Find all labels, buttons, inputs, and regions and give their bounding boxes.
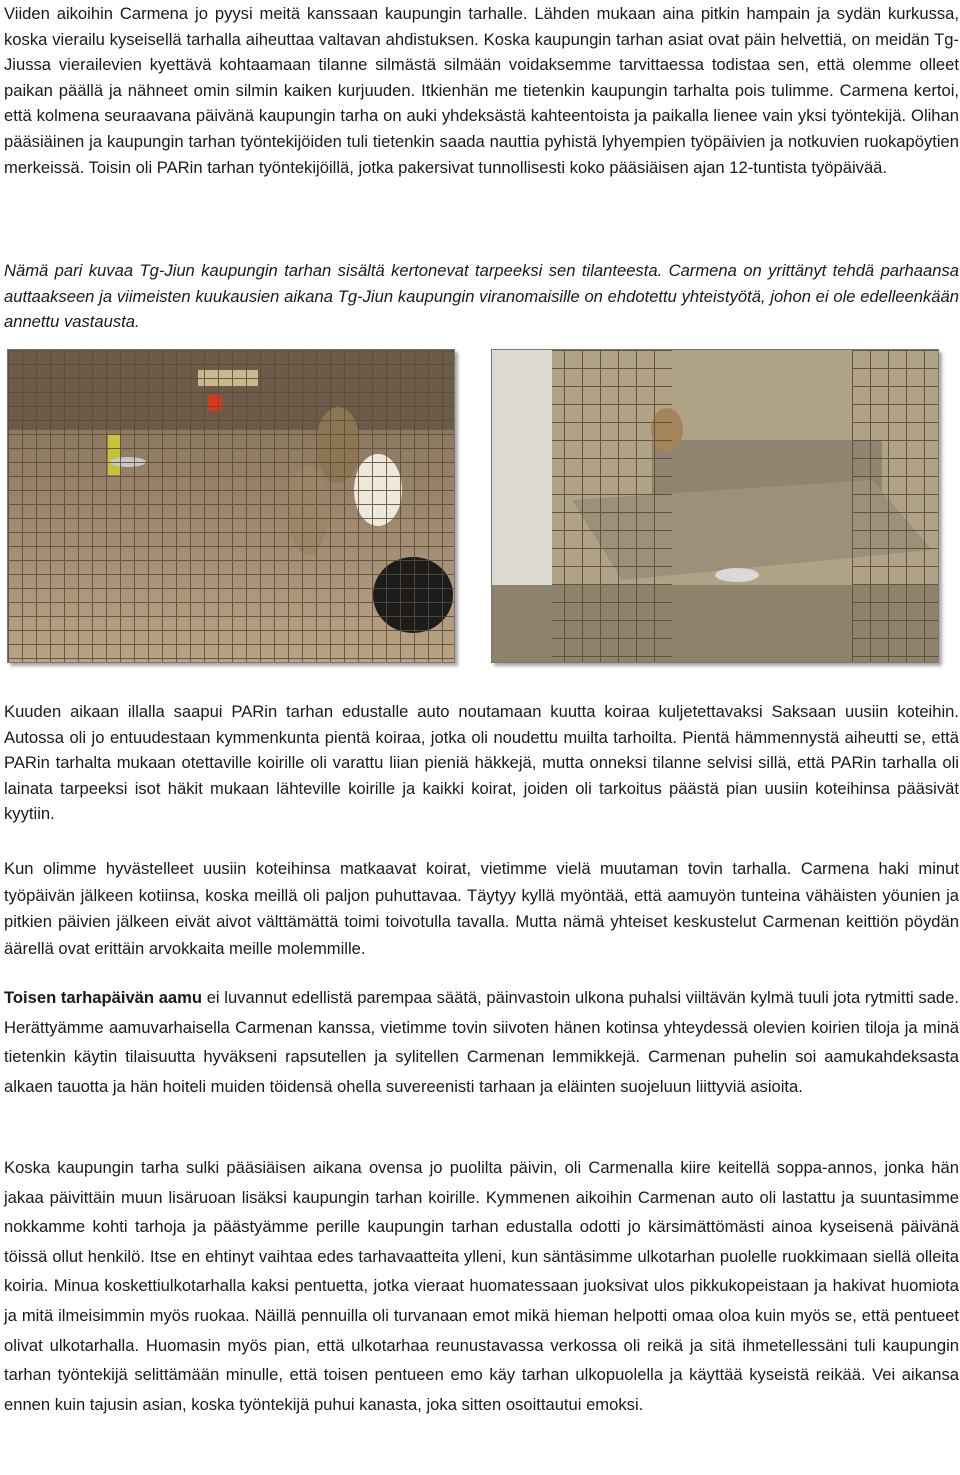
paragraph-dogs-to-germany: Kuuden aikaan illalla saapui PARin tarhan edustalle auto noutamaan kuutta koiraa kuljetettavaksi Saksaan uusiin koteihin. Autossa oli jo entuudestaan kymmenkunta pientä koiraa, jotka oli noudettu muilta tarhoilta. Pientä hämmennystä aiheutti se, että PARin tarhalta mukaan otettaville koirille oli varattu liian pieniä häkkejä, mutta onneksi tilanne selvisi sillä, että PARin tarhalla oli lainata tarpeeksi isot häkit mukaan lähteville koirille ja kaikki koirat, joiden oli tarkoitus päästä pian uusiin koteihinsa pääsivät kyytiin.: [4, 702, 959, 824]
paragraph-second-day-text: ei luvannut edellistä parempaa säätä, päinvastoin ulkona puhalsi viiltävän kylmä tuuli jota rytmitti sade. Herättyämme aamuvarhaisella Carmenan kanssa, vietimme tovin siivoten hänen kotinsa yhteydessä olevien koirien tiloja ja minä tietenkin käytin tilaisuutta hyväkseni rapsutellen ja sylitellen Carmenan lemmikkejä. Carmenan puhelin soi aamukahdeksasta alkaen tauotta ja hän hoiteli muiden töidensä ohella suvereenisti tarhaan ja eläinten suojeluun liittyviä asioita.: [4, 988, 959, 1096]
photo-dog-pen-interior-image: [492, 350, 938, 662]
paragraph-evening-at-carmenas: Kun olimme hyvästelleet uusiin koteihinsa matkaavat koirat, vietimme vielä muutaman tovin tarhalla. Carmena haki minut työpäivän jälkeen kotiinsa, koska meillä oli paljon puhuttavaa. Täytyy kyllä myöntää, että aamuyön tunteina vähäisten yöunien ja pitkien päivien jälkeen eivät aivot välttämättä toimi toivotulla tavalla. Mutta nämä yhteiset keskustelut Carmenan keittiön pöydän äärellä ovat erittäin arvokkaita meille molemmille.: [4, 859, 959, 958]
paragraph-city-shelter-feeding: Koska kaupungin tarha sulki pääsiäisen aikana ovensa jo puolilta päivin, oli Carmenalla kiire keitellä soppa-annos, jonka hän jakaa päivittäin muun lisäruoan lisäksi kaupungin tarhan koirille. Kymmenen aikoihin Carmenan auto oli lastattu ja suuntasimme nokkamme kohti tarhoja ja päästyämme perille kaupungin tarhan edustalla odotti jo kärsimättömästi ainoa kyseisenä päivänä töissä ollut henkilö. Itse en ehtinyt vaihtaa edes tarhavaatteita ylleni, kun säntäsimme ulkotarhan puolelle ruokkimaan siellä olleita koiria. Minua koskettiulkotarhalla kaksi pentuetta, jotka vieraat huomatessaan juoksivat ulos pikkukopeistaan ja hakivat huomiota ja mitä ilmeisimmin myös ruokaa. Näillä pennuilla oli turvanaan emot mikä hieman helpotti omaa oloa kuin myös se, että pentueet olivat ulkotarhalla. Huomasin myös pian, että ulkotarhaa reunustavassa verkossa oli reikä ja sitä ihmetellessäni tuli kaupungin tarhan työntekijä selittämään minulle, että toisen pentueen emo käy tarhan ulkopuolella ja käyttää kyseistä reikää. Vei aikansa ennen kuin tajusin asian, koska työntekijä puhui kanasta, joka sitten osoittautui emoksi.: [4, 1158, 959, 1414]
paragraph-photo-caption: Nämä pari kuvaa Tg-Jiun kaupungin tarhan sisältä kertonevat tarpeeksi sen tilanteesta. Carmena on yrittänyt tehdä parhaansa auttaakseen ja viimeisten kuukausien aikana Tg-Jiun kaupungin viranomaisille on ehdotettu yhteistyötä, johon ei ole edelleenkään annettu vastausta.: [4, 261, 959, 332]
photo-dog-pen-interior: [491, 349, 939, 663]
paragraph-second-day-morning: [4, 983, 959, 1101]
paragraph-intro: Viiden aikoihin Carmena jo pyysi meitä kanssaan kaupungin tarhalle. Lähden mukaan aina pitkin hampain ja sydän kurkussa, koska vierailu kyseisellä tarhalla aiheuttaa valtavan ahdistuksen. Koska kaupungin tarhan asiat ovat päin helvettiä, on meidän Tg-Jiussa vierailevien kyettävä kohtaamaan tilanne silmästä silmään voidaksemme tarvittaessa todistaa sen, että olemme olleet paikan päällä ja nähneet omin silmin kaiken kurjuuden. Itkienhän me tietenkin kaupungin tarhalta pois tulimme. Carmena kertoi, että kolmena seuraavana päivänä kaupungin tarha on auki yhdeksästä kahteentoista ja paikalla lienee vain yksi työntekijä. Olihan pääsiäinen ja kaupungin tarhan työntekijöiden tuli tietenkin saada nauttia pyhistä lyhyempien työpäivien ja notkuvien ruokapöytien merkeissä. Toisin oli PARin tarhan työntekijöillä, jotka pakersivat tunnollisesti koko pääsiäisen ajan 12-tuntista työpäivää.: [4, 4, 959, 177]
section-heading-second-day: Toisen tarhapäivän aamu: [4, 988, 203, 1007]
photo-dogs-in-cages-image: [8, 350, 454, 662]
photo-dogs-in-cages: [7, 349, 455, 663]
